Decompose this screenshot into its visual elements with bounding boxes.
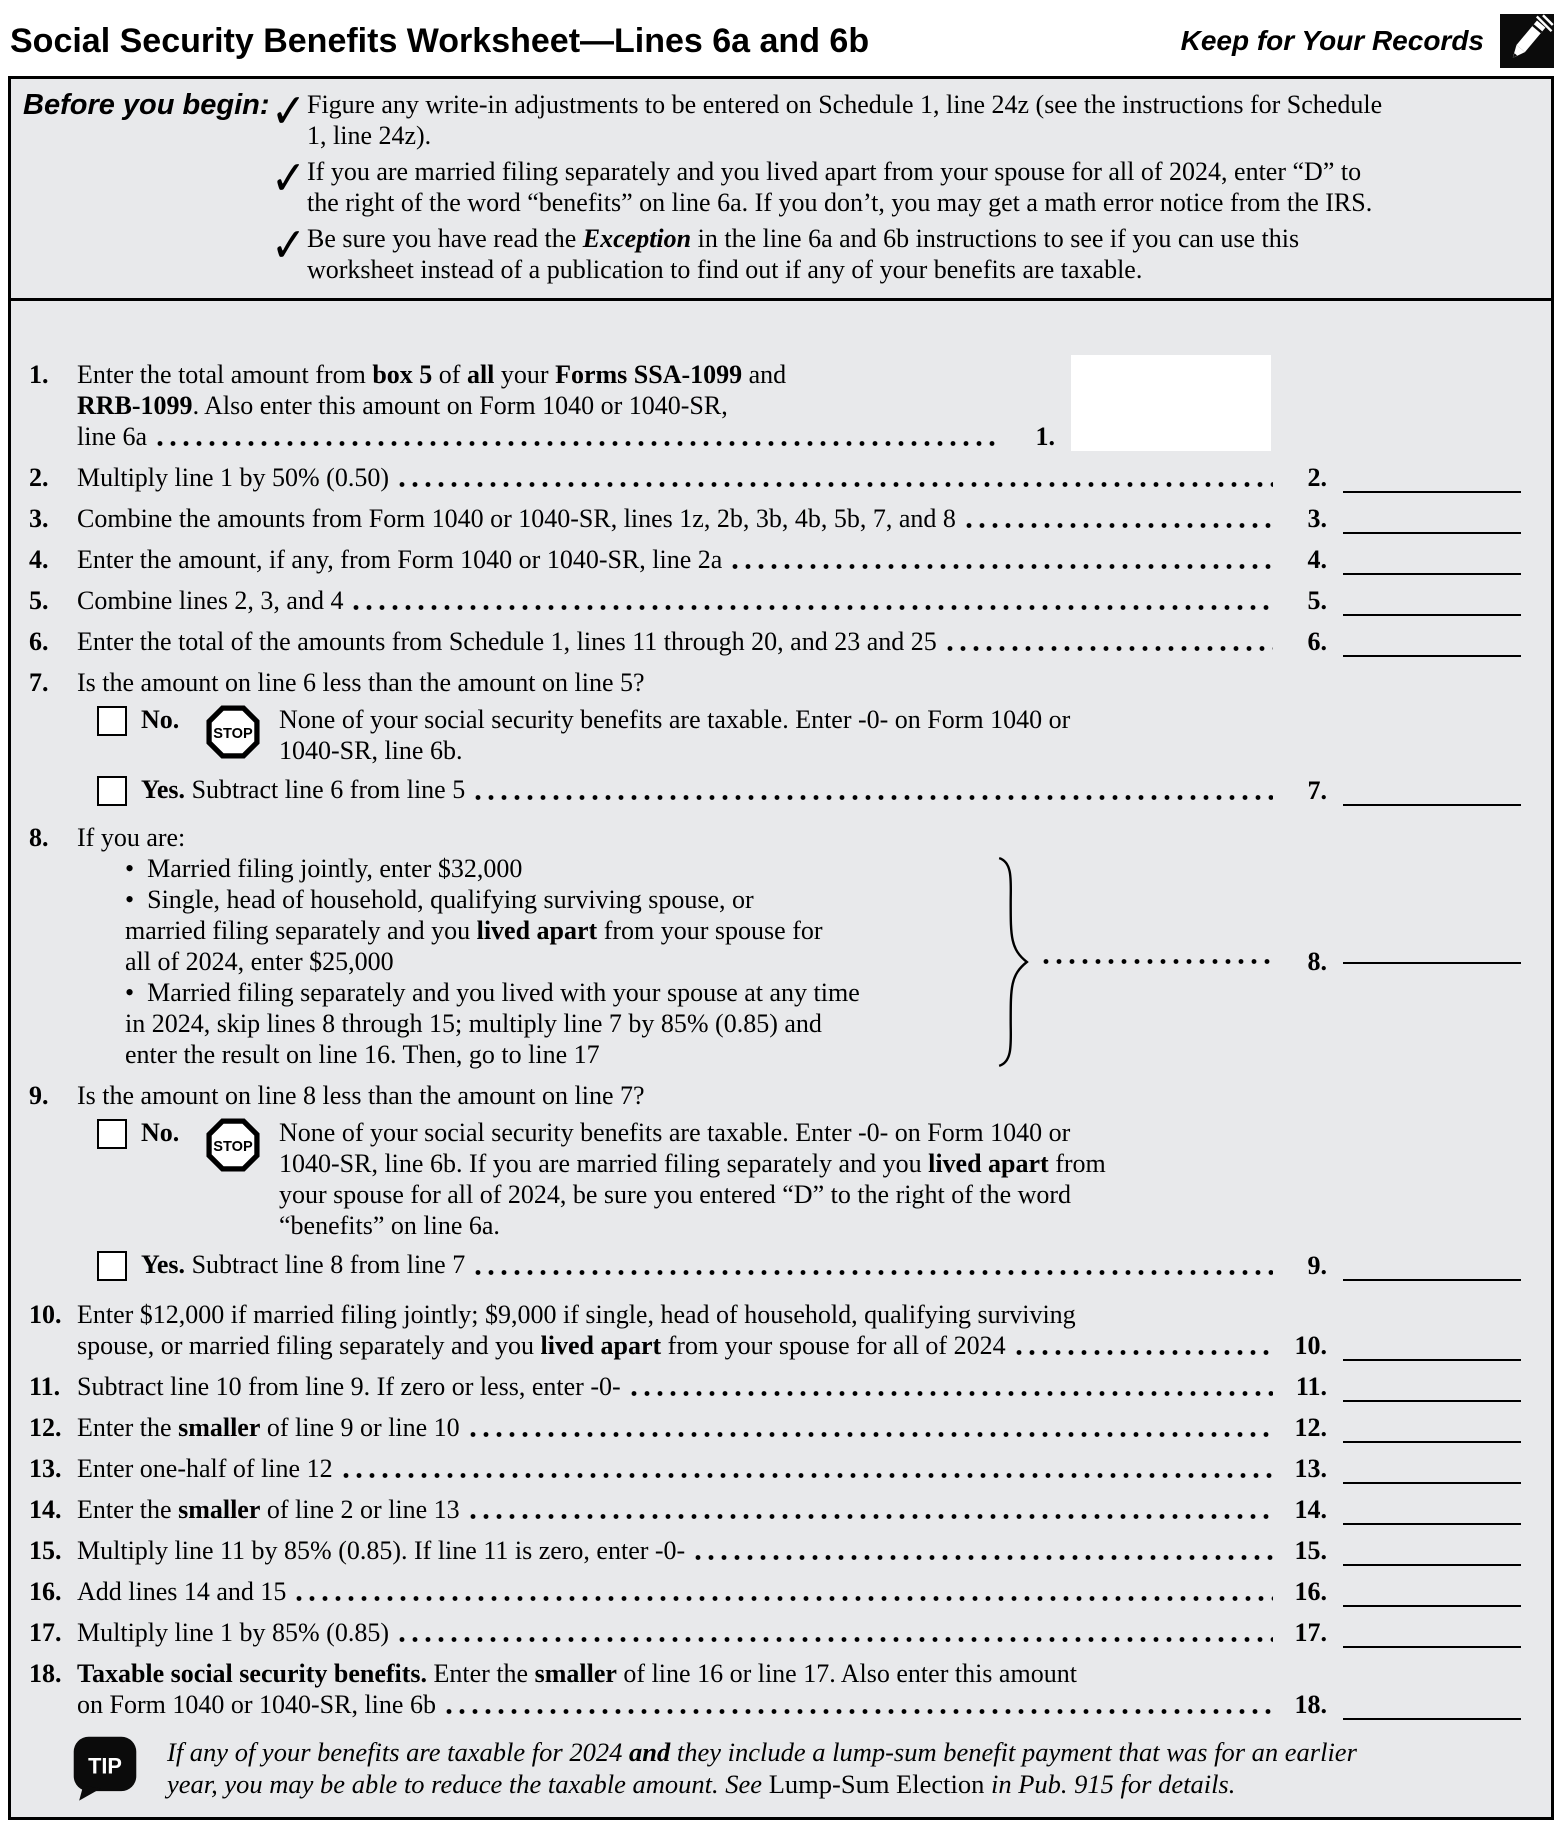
line-number: 18. bbox=[29, 1659, 62, 1688]
line-17-entry[interactable] bbox=[1343, 1618, 1521, 1648]
before-item-text: If you are married filing separately and you lived apart from your spouse for all of 2024, enter “D” to the right of the word “benefits” on line 6a. If you don’t, you may get a math error notice from the IRS. bbox=[307, 157, 1373, 217]
line-text: Taxable social security benefits. Enter the smaller of line 16 or line 17. Also enter this amount on Form 1040 or 1040-SR, line 6b bbox=[77, 1658, 1277, 1720]
line-5-entry[interactable] bbox=[1343, 586, 1521, 616]
pencil-icon bbox=[1500, 14, 1554, 68]
line-6-entry[interactable] bbox=[1343, 627, 1521, 657]
line-text: Combine the amounts from Form 1040 or 1040-SR, lines 1z, 2b, 3b, 4b, 5b, 7, and 8 bbox=[77, 504, 956, 533]
line-text: Subtract line 10 from line 9. If zero or less, enter -0- bbox=[77, 1372, 621, 1401]
line-number: 3. bbox=[29, 504, 49, 533]
before-you-begin-label: Before you begin: bbox=[23, 89, 270, 121]
line-number: 13. bbox=[29, 1454, 62, 1483]
line-10 bbox=[29, 1299, 1533, 1361]
entry-number: 4. bbox=[1307, 545, 1327, 574]
line-12 bbox=[29, 1412, 1533, 1443]
before-item bbox=[271, 216, 1537, 285]
dotted-leader bbox=[399, 1636, 1273, 1643]
line-number: 16. bbox=[29, 1577, 62, 1606]
entry-number: 8. bbox=[1307, 947, 1327, 976]
before-item bbox=[271, 82, 1537, 151]
bullet-item: • Married filing separately and you lived with your spouse at any time in 2024, skip lines 8 through 15; multiply line 7 by 85% (0.85) and enter the result on line 16. Then, go to line 17 bbox=[125, 978, 860, 1069]
line-1 bbox=[29, 359, 1533, 452]
no-label: No. bbox=[141, 1118, 180, 1147]
line-10-entry[interactable] bbox=[1343, 1331, 1521, 1361]
dotted-leader bbox=[343, 1472, 1273, 1479]
line-number: 17. bbox=[29, 1618, 62, 1647]
dotted-leader bbox=[475, 794, 1273, 801]
line-9-yes-option bbox=[97, 1249, 1533, 1281]
line-text: Enter the amount, if any, from Form 1040 or 1040-SR, line 2a bbox=[77, 545, 723, 574]
dotted-leader bbox=[1043, 958, 1273, 965]
line-9-no-option bbox=[97, 1117, 1533, 1241]
question-text: Is the amount on line 6 less than the amount on line 5? bbox=[77, 668, 645, 697]
line-18 bbox=[29, 1658, 1533, 1720]
dotted-leader bbox=[399, 481, 1273, 488]
before-item bbox=[271, 149, 1537, 218]
line-text: If you are: bbox=[77, 823, 186, 852]
line-14-entry[interactable] bbox=[1343, 1495, 1521, 1525]
line-text: Enter the total amount from box 5 of all your Forms SSA-1099 and RRB-1099. Also enter this amount on Form 1040 or 1040-SR, line 6a bbox=[77, 359, 1005, 452]
svg-text:STOP: STOP bbox=[213, 1138, 253, 1155]
dotted-leader bbox=[470, 1513, 1273, 1520]
line-6 bbox=[29, 626, 1533, 657]
no-label: No. bbox=[141, 705, 180, 734]
line-number: 4. bbox=[29, 545, 49, 574]
dotted-leader bbox=[695, 1554, 1273, 1561]
option-text: None of your social security benefits are taxable. Enter -0- on Form 1040 or 1040-SR, line 6b. bbox=[279, 705, 1071, 765]
line-text: Enter the total of the amounts from Schedule 1, lines 11 through 20, and 23 and 25 bbox=[77, 627, 937, 656]
line-7-entry[interactable] bbox=[1343, 776, 1521, 806]
line-7-no-checkbox[interactable] bbox=[97, 706, 127, 736]
svg-text:STOP: STOP bbox=[213, 725, 253, 742]
dotted-leader bbox=[631, 1390, 1273, 1397]
line-number: 9. bbox=[29, 1081, 49, 1110]
dotted-leader bbox=[966, 522, 1273, 529]
line-number: 2. bbox=[29, 463, 49, 492]
entry-number: 11. bbox=[1295, 1372, 1327, 1401]
svg-text:TIP: TIP bbox=[88, 1753, 122, 1779]
line-7-yes-option bbox=[97, 774, 1533, 806]
dotted-leader bbox=[446, 1708, 1273, 1715]
tip-icon bbox=[71, 1734, 139, 1802]
stop-icon bbox=[205, 704, 261, 760]
dotted-leader bbox=[296, 1595, 1273, 1602]
entry-number: 9. bbox=[1307, 1251, 1327, 1280]
entry-number: 18. bbox=[1294, 1690, 1327, 1719]
line-2 bbox=[29, 462, 1533, 493]
line-text: Enter one-half of line 12 bbox=[77, 1454, 333, 1483]
line-13-entry[interactable] bbox=[1343, 1454, 1521, 1484]
option-text: Yes. Subtract line 6 from line 5 bbox=[141, 775, 466, 804]
stop-icon bbox=[205, 1117, 261, 1173]
line-7-yes-checkbox[interactable] bbox=[97, 776, 127, 806]
check-icon: ✓ bbox=[271, 82, 307, 139]
page-title: Social Security Benefits Worksheet—Lines 6a and 6b bbox=[10, 21, 870, 60]
line-text: Enter $12,000 if married filing jointly; $9,000 if single, head of household, qualifying surviving spouse, or married filing separately and you lived apart from your spouse for all of 2024 bbox=[77, 1299, 1277, 1361]
line-9-entry[interactable] bbox=[1343, 1251, 1521, 1281]
line-17 bbox=[29, 1617, 1533, 1648]
entry-number: 1. bbox=[1035, 422, 1055, 451]
entry-number: 10. bbox=[1294, 1331, 1327, 1360]
line-number: 5. bbox=[29, 586, 49, 615]
entry-number: 3. bbox=[1307, 504, 1327, 533]
dotted-leader bbox=[353, 604, 1273, 611]
line-8-entry[interactable] bbox=[1343, 960, 1521, 964]
before-item-text: Be sure you have read the Exception in the line 6a and 6b instructions to see if you can use this worksheet instead of a publication to find out if any of your benefits are taxable. bbox=[307, 224, 1300, 284]
line-number: 10. bbox=[29, 1300, 62, 1329]
line-7 bbox=[29, 667, 1533, 698]
line-8 bbox=[29, 822, 1533, 1070]
line-text: Combine lines 2, 3, and 4 bbox=[77, 586, 344, 615]
keep-for-your-records-label: Keep for Your Records bbox=[1180, 25, 1484, 56]
line-number: 11. bbox=[29, 1372, 61, 1401]
entry-number: 16. bbox=[1294, 1577, 1327, 1606]
line-7-no-option bbox=[97, 704, 1533, 766]
line-9 bbox=[29, 1080, 1533, 1111]
line-15-entry[interactable] bbox=[1343, 1536, 1521, 1566]
line-1-entry[interactable] bbox=[1071, 355, 1271, 451]
line-number: 15. bbox=[29, 1536, 62, 1565]
line-number: 1. bbox=[29, 360, 49, 389]
worksheet-panel bbox=[8, 76, 1554, 1820]
line-text: Multiply line 11 by 85% (0.85). If line 11 is zero, enter -0- bbox=[77, 1536, 686, 1565]
line-15 bbox=[29, 1535, 1533, 1566]
line-14 bbox=[29, 1494, 1533, 1525]
line-5 bbox=[29, 585, 1533, 616]
dotted-leader bbox=[475, 1269, 1273, 1276]
line-9-yes-checkbox[interactable] bbox=[97, 1251, 127, 1281]
dotted-leader bbox=[947, 645, 1273, 652]
line-18-entry[interactable] bbox=[1343, 1690, 1521, 1720]
bullet-item: • Single, head of household, qualifying surviving spouse, or married filing separately and you lived apart from your spouse for all of 2024, enter $25,000 bbox=[125, 885, 823, 976]
entry-number: 15. bbox=[1294, 1536, 1327, 1565]
entry-number: 14. bbox=[1294, 1495, 1327, 1524]
entry-number: 5. bbox=[1307, 586, 1327, 615]
line-text: Enter the smaller of line 9 or line 10 bbox=[77, 1413, 460, 1442]
bullet-item: • Married filing jointly, enter $32,000 bbox=[125, 854, 523, 883]
line-3 bbox=[29, 503, 1533, 534]
line-text: Multiply line 1 by 50% (0.50) bbox=[77, 463, 389, 492]
before-you-begin-section bbox=[11, 79, 1551, 301]
line-3-entry[interactable] bbox=[1343, 504, 1521, 534]
entry-number: 7. bbox=[1307, 776, 1327, 805]
dotted-leader bbox=[470, 1431, 1273, 1438]
line-number: 14. bbox=[29, 1495, 62, 1524]
worksheet-lines bbox=[11, 301, 1551, 1802]
tip-text: If any of your benefits are taxable for 2024 and they include a lump-sum benefit payment that was for an earlier year, you may be able to reduce the taxable amount. See Lump-Sum Election in Pub. 915 for details. bbox=[167, 1737, 1357, 1799]
option-text: Yes. Subtract line 8 from line 7 bbox=[141, 1250, 466, 1279]
line-13 bbox=[29, 1453, 1533, 1484]
brace-icon bbox=[993, 856, 1033, 1068]
line-text: Enter the smaller of line 2 or line 13 bbox=[77, 1495, 460, 1524]
line-number: 7. bbox=[29, 668, 49, 697]
entry-number: 12. bbox=[1294, 1413, 1327, 1442]
line-text: Multiply line 1 by 85% (0.85) bbox=[77, 1618, 389, 1647]
header bbox=[0, 0, 1562, 76]
check-icon: ✓ bbox=[271, 149, 307, 206]
entry-number: 2. bbox=[1307, 463, 1327, 492]
line-2-entry[interactable] bbox=[1343, 463, 1521, 493]
question-text: Is the amount on line 8 less than the amount on line 7? bbox=[77, 1081, 645, 1110]
entry-number: 13. bbox=[1294, 1454, 1327, 1483]
line-12-entry[interactable] bbox=[1343, 1413, 1521, 1443]
line-16-entry[interactable] bbox=[1343, 1577, 1521, 1607]
line-number: 12. bbox=[29, 1413, 62, 1442]
line-number: 8. bbox=[29, 823, 49, 852]
dotted-leader bbox=[1016, 1349, 1273, 1356]
line-number: 6. bbox=[29, 627, 49, 656]
option-text: None of your social security benefits are taxable. Enter -0- on Form 1040 or 1040-SR, line 6b. If you are married filing separately and you lived apart from your spouse for all of 2024, be sure you entered “D” to the right of the word “benefits” on line 6a. bbox=[279, 1118, 1106, 1240]
line-8-bullets bbox=[125, 853, 985, 1070]
check-icon: ✓ bbox=[271, 216, 307, 273]
line-text: Add lines 14 and 15 bbox=[77, 1577, 287, 1606]
before-you-begin-items bbox=[271, 82, 1537, 288]
line-4-entry[interactable] bbox=[1343, 545, 1521, 575]
line-11 bbox=[29, 1371, 1533, 1402]
tip-box bbox=[29, 1734, 1533, 1802]
dotted-leader bbox=[157, 440, 1001, 447]
line-4 bbox=[29, 544, 1533, 575]
line-11-entry[interactable] bbox=[1343, 1372, 1521, 1402]
dotted-leader bbox=[732, 563, 1273, 570]
entry-number: 6. bbox=[1307, 627, 1327, 656]
before-item-text: Figure any write-in adjustments to be entered on Schedule 1, line 24z (see the instructions for Schedule 1, line 24z). bbox=[307, 90, 1383, 150]
line-16 bbox=[29, 1576, 1533, 1607]
line-9-no-checkbox[interactable] bbox=[97, 1119, 127, 1149]
entry-number: 17. bbox=[1294, 1618, 1327, 1647]
